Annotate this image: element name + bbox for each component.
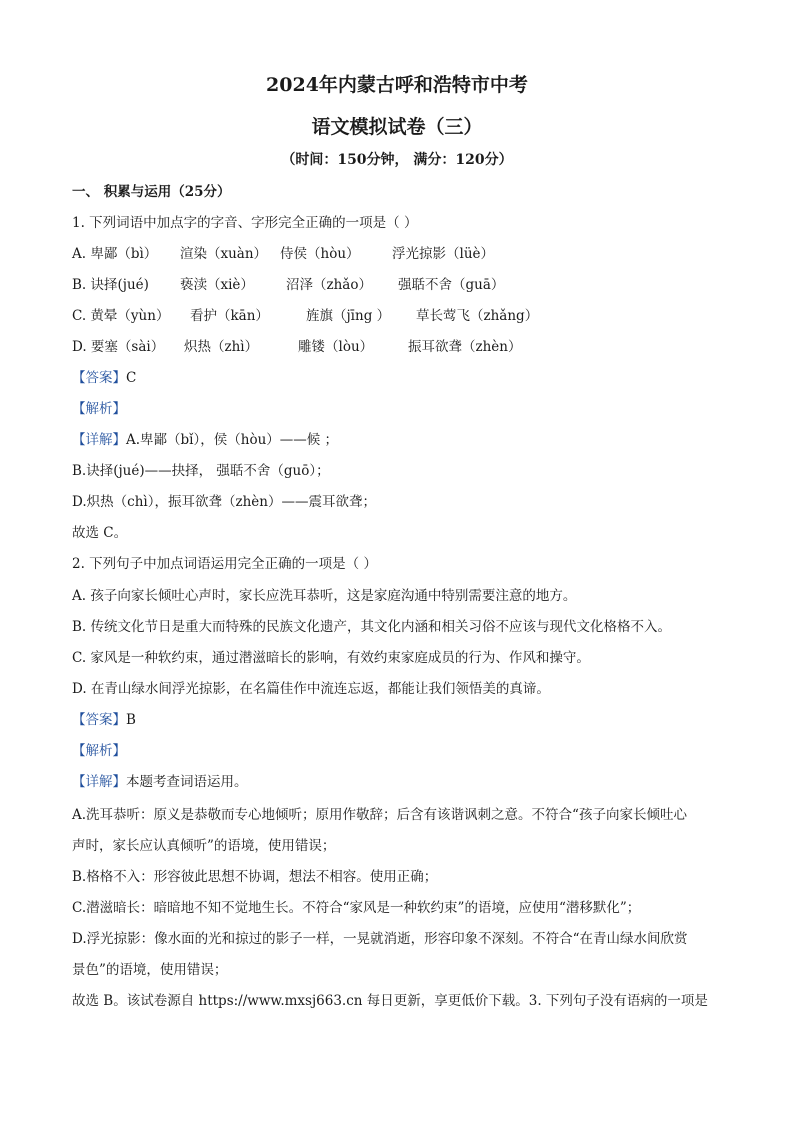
question-1-option-a: A. 卑鄙（bì） 渲染（xuàn） 侍侯（hòu） 浮光掠影（lüè）	[72, 246, 495, 262]
question-2-answer: 【答案】B	[72, 712, 136, 728]
question-2-analysis-tag: 【解析】	[72, 743, 126, 759]
question-2-detail-2: 声时，家长应认真倾听”的语境，使用错误；	[72, 838, 336, 854]
question-1-detail-3: D.炽热（chì），振耳欲聋（zhèn）——震耳欲聋；	[72, 494, 376, 510]
question-1-analysis-tag: 【解析】	[72, 401, 126, 417]
exam-meta: （时间：150分钟， 满分：120分）	[281, 152, 513, 168]
question-1-detail-1: 【详解】A.卑鄙（bǐ），侯（hòu）——候 ；	[72, 432, 339, 448]
exam-title: 2024年内蒙古呼和浩特市中考	[266, 74, 528, 96]
exam-subtitle: 语文模拟试卷（三）	[311, 116, 483, 138]
question-2-option-c: C. 家风是一种软约束，通过潜滋暗长的影响，有效约束家庭成员的行为、作风和操守。	[72, 650, 590, 666]
question-2-option-d: D. 在青山绿水间浮光掠影，在名篇佳作中流连忘返，都能让我们领悟美的真谛。	[72, 681, 550, 697]
question-2-detail-6: 景色”的语境，使用错误；	[72, 962, 228, 978]
question-2-detail-4: C.潜滋暗长：暗暗地不知不觉地生长。不符合“家风是一种软约束”的语境，应使用“潜移默化”；	[72, 900, 641, 916]
question-2-detail-5: D.浮光掠影：像水面的光和掠过的影子一样，一晃就消逝，形容印象不深刻。不符合“在青山绿水间欣赏	[72, 931, 688, 947]
question-1-option-b: B. 诀择(jué) 亵渎（xiè） 沼泽（zhǎo） 强聒不舍（guā）	[72, 277, 505, 293]
question-1-option-c: C. 黄晕（yùn） 看护（kān） 旌旗（jīng ） 草长莺飞（zhǎng）	[72, 308, 539, 324]
question-1-stem: 1. 下列词语中加点字的字音、字形完全正确的一项是（ ）	[72, 215, 418, 231]
question-1-detail-4: 故选 C。	[72, 525, 128, 541]
question-2-option-a: A. 孩子向家长倾吐心声时，家长应洗耳恭听，这是家庭沟通中特别需要注意的地方。	[72, 588, 577, 604]
question-2-detail-1: A.洗耳恭听：原义是恭敬而专心地倾听；原用作敬辞；后含有该谐讽刺之意。不符合“孩子向家长倾吐心	[72, 807, 687, 823]
question-1-answer: 【答案】C	[72, 370, 137, 386]
question-2-detail-3: B.格格不入：形容彼此思想不协调，想法不相容。使用正确；	[72, 869, 438, 885]
section-heading: 一、 积累与运用（25分）	[72, 184, 231, 200]
question-1-option-d: D. 要塞（sài） 炽热（zhì） 雕镂（lòu） 振耳欲聋（zhèn）	[72, 339, 522, 355]
question-1-detail-2: B.诀择(jué)——抉择， 强聒不舍（guō）；	[72, 463, 330, 479]
question-2-detail-head: 【详解】本题考查词语运用。	[72, 774, 248, 790]
question-2-stem: 2. 下列句子中加点词语运用完全正确的一项是（ ）	[72, 556, 377, 572]
question-2-detail-7: 故选 B。该试卷源自 https://www.mxsj663.cn 每日更新，享更低价下载。3. 下列句子没有语病的一项是	[72, 993, 708, 1009]
question-2-option-b: B. 传统文化节日是重大而特殊的民族文化遗产，其文化内涵和相关习俗不应该与现代文化格格不入。	[72, 619, 672, 635]
